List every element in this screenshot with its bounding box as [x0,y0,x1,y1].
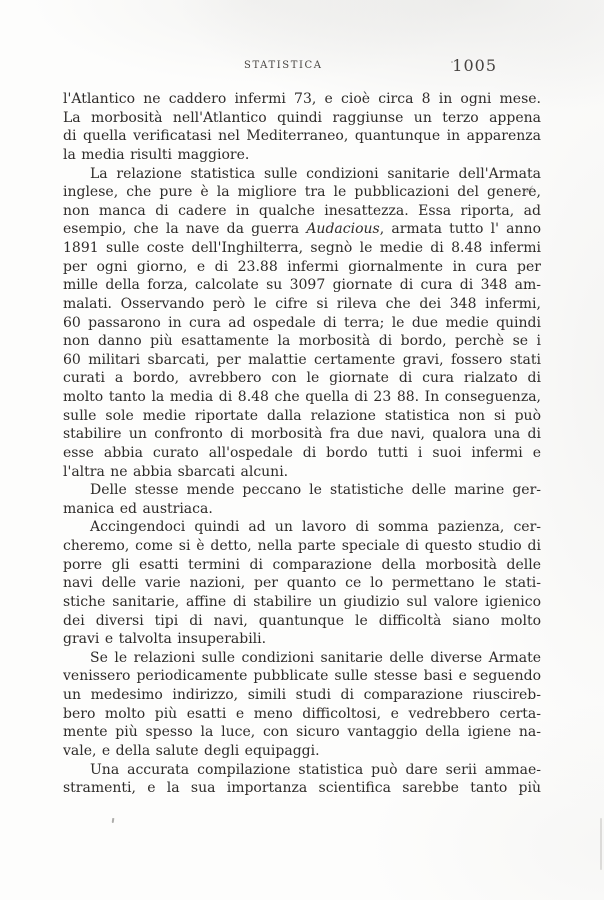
text-line: 1891 sulle coste dell'Inghilterra, segnò le medie di 8.48 infermi [63,240,541,256]
text-line: 60 passarono in cura ad ospedale di terra; le due medie quindi [63,314,541,331]
text-line: mille della forza, calcolate su 3097 giornate di cura di 348 am- [63,277,541,294]
text-line: esempio, che la nave da guerra Audacious, armata tutto l' anno [63,221,541,238]
text-line: porre gli esatti termini di comparazione della morbosità delle [63,556,541,573]
running-header [63,56,541,78]
text-line: Accingendoci quindi ad un lavoro di somma pazienza, cer- [90,519,541,536]
text-line: non danno più esattamente la morbosità di bordo, perchè se i [63,333,541,350]
text-line: per ogni giorno, e di 23.88 infermi giornalmente in cura per [63,258,541,275]
running-title: STATISTICA [244,60,323,71]
text-line: dei diversi tipi di navi, quantunque le difficoltà siano molto [63,612,541,629]
text-line: esse abbia curato all'ospedale di bordo tutti i suoi infermi e [63,444,541,461]
text-line: mente più spesso la luce, con sicuro vantaggio della igiene na- [63,724,541,741]
scan-artifact-speck [112,818,115,823]
text-line: venissero periodicamente pubblicate sulle stesse basi e seguendo [63,668,541,685]
text-line: gravi e talvolta insuperabili. [63,631,267,648]
text-line: stabilire un confronto di morbosità fra due navi, qualora una di [63,426,541,443]
text-line: sulle sole medie riportate dalla relazione statistica non si può [63,407,541,424]
text-line: vale, e della salute degli equipaggi. [63,742,320,759]
page-number: 1005 [452,56,497,75]
text-line: curati a bordo, avrebbero con le giornate di cura rialzato di [63,370,541,387]
text-line: bero molto più esatti e meno difficoltosi, e vedrebbero certa- [63,705,541,722]
text-line: non manca di cadere in qualche inesattezza. Essa riporta, ad [63,202,541,219]
text-line: Delle stesse mende peccano le statistiche delle marine ger- [90,482,541,499]
text-line: un medesimo indirizzo, simili studi di comparazione riuscireb- [63,687,541,703]
text-line: La morbosità nell'Atlantico quindi raggiunse un terzo appena [63,109,541,126]
text-line: Se le relazioni sulle condizioni sanitarie delle diverse Armate [90,649,541,666]
text-line: Una accurata compilazione statistica può dare serii ammae- [90,761,541,778]
text-line: stiche sanitarie, affine di stabilire un giudizio sul valore igienico [63,593,541,610]
text-line: cheremo, come si è detto, nella parte speciale di questo studio di [63,538,541,554]
text-line: di quella verificatasi nel Mediterraneo, quantunque in apparenza [63,128,541,145]
text-line: La relazione statistica sulle condizioni sanitarie dell'Armata [90,165,541,182]
scan-artifact-edge-line [600,818,602,870]
text-line: molto tanto la media di 8.48 che quella di 23 88. In conseguenza, [63,389,541,405]
text-line: 60 militari sbarcati, per malattie certamente gravi, fossero stati [63,351,541,368]
text-line: l'altra ne abbia sbarcati alcuni. [63,463,289,480]
text-line: l'Atlantico ne caddero infermi 73, e cioè circa 8 in ogni mese. [63,91,541,107]
page-body [63,90,541,798]
text-line: stramenti, e la sua importanza scientifica sarebbe tanto più [63,780,541,797]
text-line: la media risulti maggiore. [63,146,250,163]
text-line: navi delle varie nazioni, per quanto ce lo permettano le stati- [63,575,541,592]
text-line: manica ed austriaca. [63,500,213,517]
text-line: inglese, che pure è la migliore tra le pubblicazioni del genere, [63,184,541,201]
text-line: malati. Osservando però le cifre si rileva che dei 348 infermi, [63,295,541,312]
